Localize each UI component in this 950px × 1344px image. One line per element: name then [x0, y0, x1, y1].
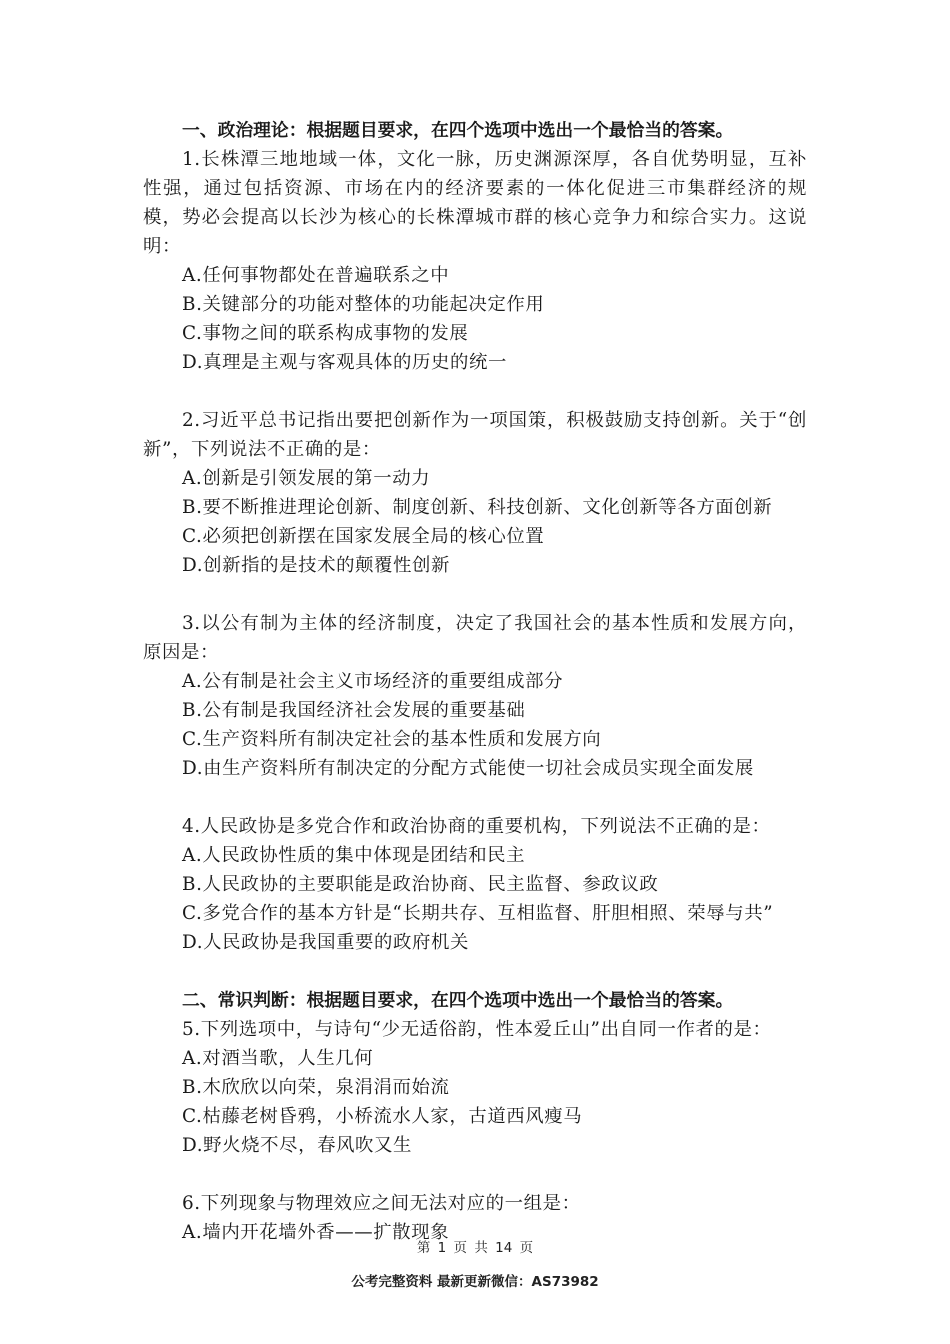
option-4d: D.人民政协是我国重要的政府机关: [182, 932, 470, 953]
option-3b: B.公有制是我国经济社会发展的重要基础: [182, 700, 526, 721]
option-6a: A.墙内开花墙外香——扩散现象: [182, 1222, 450, 1243]
question-stem-3: 3.以公有制为主体的经济制度，决定了我国社会的基本性质和发展方向，原因是：: [143, 613, 807, 663]
footer-ad-text: 公考完整资料 最新更新微信：AS73982: [351, 1274, 599, 1290]
option-5a: A.对酒当歌，人生几何: [182, 1048, 374, 1069]
option-5d: D.野火烧不尽，春风吹又生: [182, 1135, 413, 1156]
option-2d: D.创新指的是技术的颠覆性创新: [182, 555, 451, 576]
question-stem-5: 5.下列选项中，与诗句“少无适俗韵，性本爱丘山”出自同一作者的是：: [182, 1019, 772, 1040]
question-stem-4: 4.人民政协是多党合作和政治协商的重要机构，下列说法不正确的是：: [182, 816, 771, 837]
option-3d: D.由生产资料所有制决定的分配方式能使一切社会成员实现全面发展: [182, 758, 754, 779]
option-5b: B.木欣欣以向荣，泉涓涓而始流: [182, 1077, 450, 1098]
option-3c: C.生产资料所有制决定社会的基本性质和发展方向: [182, 729, 602, 750]
section-heading-general-knowledge: 二、常识判断：根据题目要求，在四个选项中选出一个最恰当的答案。: [182, 990, 734, 1011]
option-1d: D.真理是主观与客观具体的历史的统一: [182, 352, 507, 373]
option-4b: B.人民政协的主要职能是政治协商、民主监督、参政议政: [182, 874, 659, 895]
document-page: [143, 116, 807, 1247]
option-2c: C.必须把创新摆在国家发展全局的核心位置: [182, 526, 545, 547]
option-1a: A.任何事物都处在普遍联系之中: [182, 265, 450, 286]
spacer: [143, 377, 807, 406]
question-stem-1: 1.长株潭三地地域一体，文化一脉，历史渊源深厚，各自优势明显，互补性强，通过包括资源、市场在内的经济要素的一体化促进三市集群经济的规模，势必会提高以长沙为核心的长株潭城市群的核心竞争力和综合实力。这说明：: [143, 149, 807, 257]
option-5c: C.枯藤老树昏鸦，小桥流水人家，古道西风瘦马: [182, 1106, 583, 1127]
spacer: [143, 957, 807, 986]
section-heading-politics: 一、政治理论：根据题目要求，在四个选项中选出一个最恰当的答案。: [182, 120, 734, 141]
question-stem-2: 2.习近平总书记指出要把创新作为一项国策，积极鼓励支持创新。关于“创新”，下列说法不正确的是：: [143, 410, 807, 460]
option-4c: C.多党合作的基本方针是“长期共存、互相监督、肝胆相照、荣辱与共”: [182, 903, 774, 924]
spacer: [143, 580, 807, 609]
question-stem-6: 6.下列现象与物理效应之间无法对应的一组是：: [182, 1193, 581, 1214]
spacer: [143, 783, 807, 812]
option-2b: B.要不断推进理论创新、制度创新、科技创新、文化创新等各方面创新: [182, 497, 773, 518]
option-2a: A.创新是引领发展的第一动力: [182, 468, 431, 489]
option-4a: A.人民政协性质的集中体现是团结和民主: [182, 845, 526, 866]
option-3a: A.公有制是社会主义市场经济的重要组成部分: [182, 671, 564, 692]
option-1b: B.关键部分的功能对整体的功能起决定作用: [182, 294, 545, 315]
spacer: [143, 1160, 807, 1189]
option-1c: C.事物之间的联系构成事物的发展: [182, 323, 469, 344]
page-indicator: 第 1 页 共 14 页: [416, 1240, 534, 1256]
